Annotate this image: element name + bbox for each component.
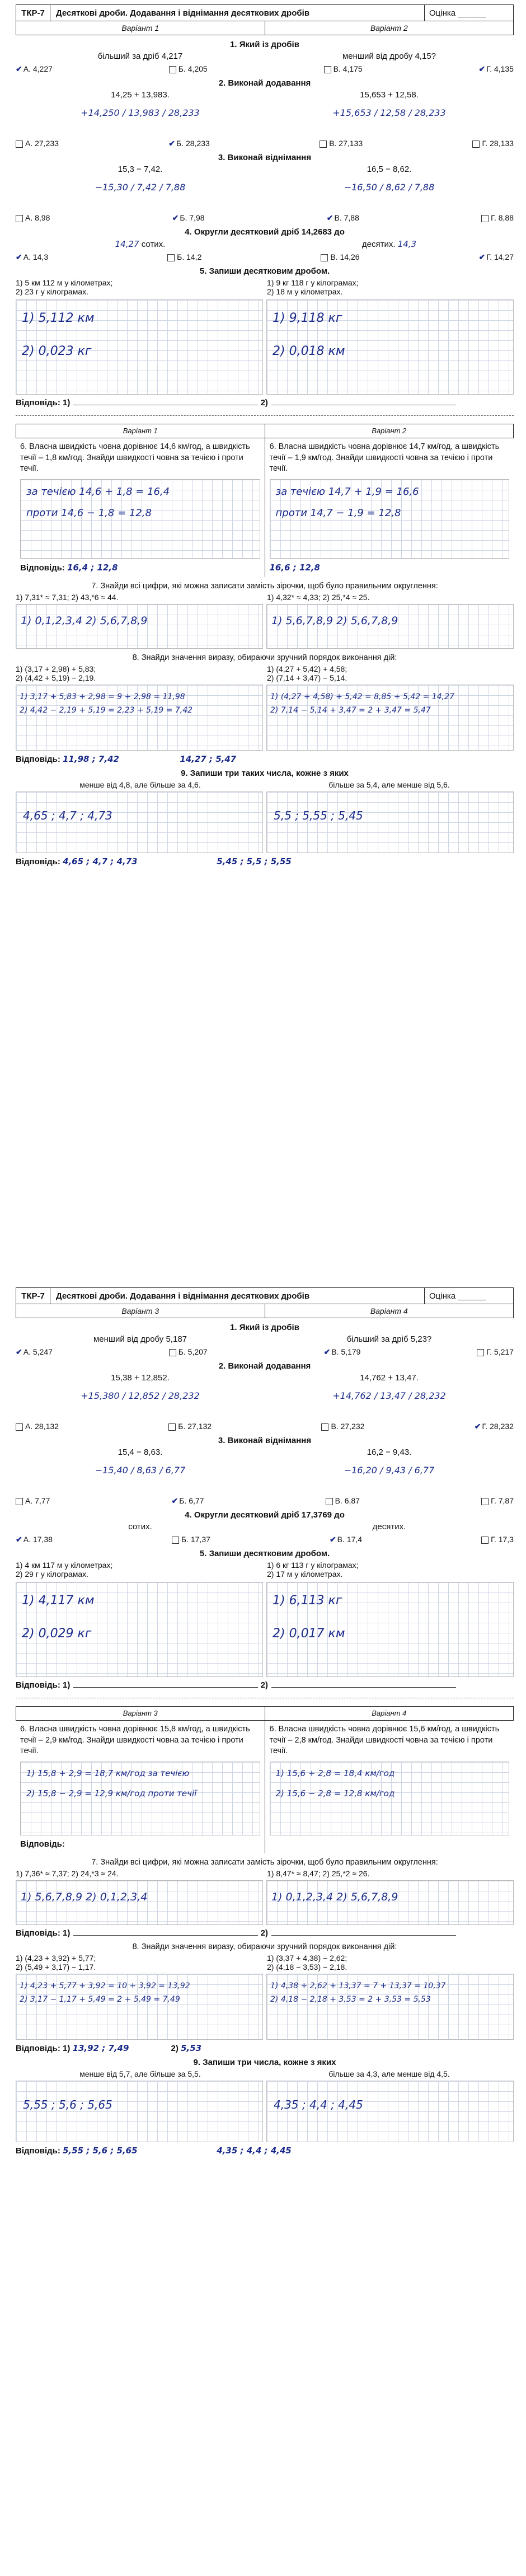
check-mark-icon: ✔ [326,213,334,222]
task-5-left-answer-1: 1) 4,117 км [22,1594,95,1608]
task-5-left-answer-2: 2) 0,023 кг [22,344,92,358]
checkbox-icon [16,1498,23,1505]
task-2-options [16,139,514,148]
task-1-left-question: більший за дріб 4,217 [97,51,183,61]
task-8-left-q1: 1) (4,23 + 3,92) + 5,77; [16,1953,96,1963]
option-b[interactable]: Б. 14,2 [167,252,201,262]
task-8-left-q1: 1) (3,17 + 2,98) + 5,83; [16,664,96,673]
task-5-left-q2: 2) 29 г у кілограмах. [16,1570,89,1579]
variants-bar [16,21,514,35]
task-5-left-grid [16,1582,263,1677]
check-mark-icon: ✔ [16,1535,22,1544]
task-5-right-q1: 1) 6 кг 113 г у кілограмах; [267,1561,359,1570]
task-2-right-work: +14,762 / 13,47 / 28,232 [332,1390,446,1401]
task-3-right-work: −16,20 / 9,43 / 6,77 [344,1465,435,1476]
task-5-answer: Відповідь: 1) 2) [16,1680,514,1690]
task-8-title: 8. Знайди значення виразу, обираючи зручний порядок виконання дій: [132,653,397,662]
task-3-title: 3. Виконай віднімання [218,1436,312,1445]
task-5-answer: Відповідь: 1) 2) [16,398,514,408]
task-4-options [16,252,514,262]
option-a[interactable]: ✔ А. 14,3 [16,252,49,261]
check-mark-icon: ✔ [16,252,22,261]
option-a[interactable]: ✔ А. 17,38 [16,1535,53,1544]
sheet-code: ТКР-7 [16,5,50,21]
task-6-right-text: 6. Власна швидкість човна дорівнює 14,7 км/год, а швидкість течії – 1,9 км/год. Знайди швидкості човна за течією і проти течії. [269,442,500,474]
task-5-right-grid [266,1582,514,1677]
option-a[interactable]: ✔ А. 4,227 [16,64,53,73]
task-3-left-question: 15,3 − 7,42. [118,165,163,174]
task-5-right-q1: 1) 9 кг 118 г у кілограмах; [267,278,359,287]
task-2-right-question: 14,762 + 13,47. [360,1373,419,1383]
task-6-right-work-1: за течією 14,7 + 1,9 = 16,6 [275,485,419,498]
task-8-title: 8. Знайди значення виразу, обираючи зручний порядок виконання дій: [132,1942,397,1951]
task-7-right-answer: 1) 5,6,7,8,9 2) 5,6,7,8,9 [266,604,514,649]
variant-right: Варіант 2 [372,427,407,435]
task-9-left-work: 5,55 ; 5,6 ; 5,65 [16,2081,263,2142]
task-8-right-answer-1: 1) (4,27 + 4,58) + 5,42 = 8,85 + 5,42 = 14,27 [270,692,454,701]
task-4-left-question: сотих. [128,1522,152,1531]
task-5-right-q2: 2) 18 м у кілометрах. [267,287,343,296]
option-a[interactable]: ✔ А. 5,247 [16,1347,53,1356]
option-d[interactable]: ✔ Г. 4,135 [478,64,514,73]
option-c[interactable]: В. 14,26 [321,252,359,262]
task-3-right-work: −16,50 / 8,62 / 7,88 [344,182,435,193]
task-3-left-work: −15,30 / 7,42 / 7,88 [95,182,186,193]
task-1-options [16,64,514,74]
grade-field[interactable]: Оцінка ______ [424,5,513,21]
variants-bar-2 [16,424,514,438]
checkbox-icon [321,254,328,261]
task-9-answer: Відповідь: 4,65 ; 4,7 ; 4,73 5,45 ; 5,5 ; 5,55 [16,856,292,867]
task-1-right-question: більший за дріб 5,23? [346,1334,432,1344]
task-2-title: 2. Виконай додавання [218,1361,311,1371]
task-6 [16,438,514,577]
task-9-right-question: більше за 5,4, але менше від 5,6. [328,780,450,789]
sheet-title: Десяткові дроби. Додавання і віднімання десяткових дробів [56,8,310,18]
checkbox-icon [481,215,489,222]
task-6-right-text: 6. Власна швидкість човна дорівнює 15,6 км/год, а швидкість течії – 2,8 км/год. Знайди швидкості човна за течією і проти течії. [269,1725,500,1756]
task-7-left-question: 1) 7,31* ≈ 7,31; 2) 43,*6 ≈ 44. [16,592,119,602]
variant-left: Варіант 1 [16,21,265,35]
grade-field[interactable]: Оцінка ______ [424,1288,513,1304]
check-mark-icon: ✔ [323,1347,331,1356]
task-9-answer: Відповідь: 5,55 ; 5,6 ; 5,65 4,35 ; 4,4 ; 4,45 [16,2145,292,2156]
task-2-title: 2. Виконай додавання [218,78,311,88]
option-d[interactable]: Г. 7,87 [481,1496,514,1506]
task-2-options [16,1422,514,1431]
task-6-right-work-2: 2) 15,6 − 2,8 = 12,8 км/год [275,1788,395,1798]
sheet-header [16,4,514,21]
task-3-options [16,213,514,223]
task-8-right-q1: 1) (4,27 + 5,42) + 4,58; [267,664,347,673]
option-c[interactable]: ✔ В. 7,88 [326,213,359,222]
option-a[interactable]: А. 28,132 [16,1422,59,1431]
option-a[interactable]: А. 7,77 [16,1496,50,1506]
task-9-right-question: більше за 4,3, але менше від 4,5. [328,2069,450,2078]
task-7-answer: Відповідь: 1) 2) [16,1928,514,1938]
option-c[interactable]: В. 4,175 [324,64,363,74]
variants-bar-2 [16,1706,514,1721]
option-c[interactable]: ✔ В. 5,179 [323,1347,361,1356]
checkbox-icon [481,1537,489,1544]
task-5-right-answer-1: 1) 9,118 кг [273,311,342,325]
task-6-right-grid [270,479,510,559]
option-d[interactable]: Г. 5,217 [477,1347,514,1357]
task-7-right-answer: 1) 0,1,2,3,4 2) 5,6,7,8,9 [266,1880,514,1925]
task-8-right-q2: 2) (7,14 + 3,47) − 5,14. [267,673,347,682]
checkbox-icon [326,1498,333,1505]
task-8-answer: Відповідь: 1) 13,92 ; 7,49 2) 5,53 [16,2043,202,2053]
task-5-left-grid [16,299,263,395]
option-b[interactable]: Б. 4,205 [169,64,208,74]
task-6-right-work-2: проти 14,7 − 1,9 = 12,8 [275,507,401,519]
task-5-right-q2: 2) 17 м у кілометрах. [267,1570,343,1579]
cut-line [16,415,514,416]
task-3-right-question: 16,5 − 8,62. [367,165,412,174]
task-8-left-q2: 2) (5,49 + 3,17) − 1,17. [16,1962,96,1971]
task-6-left-work-1: 1) 15,8 + 2,9 = 18,7 км/год за течією [26,1768,190,1778]
option-d[interactable]: ✔ Г. 28,232 [474,1422,514,1431]
task-9-left-question: менше від 5,7, але більше за 5,5. [79,2069,201,2078]
task-8-right-answer-1: 1) 4,38 + 2,62 + 13,37 = 7 + 13,37 = 10,37 [270,1981,446,1990]
option-d[interactable]: ✔ Г. 14,27 [478,252,514,261]
sheet-code: ТКР-7 [16,1288,50,1304]
checkbox-icon [321,1423,328,1431]
task-8-answer: Відповідь: 11,98 ; 7,42 14,27 ; 5,47 [16,753,237,764]
task-1-title: 1. Який із дробів [230,40,299,49]
task-8-left-answer-2: 2) 4,42 − 2,19 + 5,19 = 2,23 + 5,19 = 7,42 [20,705,193,715]
task-8-left-answer-2: 2) 3,17 − 1,17 + 5,49 = 2 + 5,49 = 7,49 [20,1994,180,2004]
task-8-right-grid [266,1974,514,2040]
checkbox-icon [324,66,331,73]
task-8-left-grid [16,685,263,751]
task-9-right-work: 4,35 ; 4,4 ; 4,45 [266,2081,514,2142]
checkbox-icon [172,1537,179,1544]
task-8-left-answer-1: 1) 3,17 + 5,83 + 2,98 = 9 + 2,98 = 11,98 [20,692,185,701]
task-7-title: 7. Знайди всі цифри, які можна записати замість зірочки, щоб було правильним округлення: [91,581,438,591]
task-6-left-work-2: проти 14,6 − 1,8 = 12,8 [26,507,152,519]
task-3-right-question: 16,2 − 9,43. [367,1448,412,1457]
task-7-left-answer: 1) 0,1,2,3,4 2) 5,6,7,8,9 [16,604,263,649]
check-mark-icon: ✔ [478,64,486,73]
task-6-left-grid [20,1762,260,1835]
task-2-left-work: +15,380 / 12,852 / 28,232 [81,1390,200,1401]
checkbox-icon [169,1349,176,1356]
task-7-left-question: 1) 7,36* ≈ 7,37; 2) 24,*3 ≈ 24. [16,1868,119,1878]
variant-left: Варіант 3 [16,1304,265,1318]
checkbox-icon [477,1349,484,1356]
task-5-title: 5. Запиши десятковим дробом. [199,1549,330,1558]
task-9-title: 9. Запиши три числа, кожне з яких [193,2057,336,2067]
task-4-title: 4. Округли десятковий дріб 14,2683 до [185,227,345,237]
option-d[interactable]: Г. 28,133 [472,139,513,148]
task-1-options [16,1347,514,1357]
checkbox-icon [320,140,327,148]
variant-right: Варіант 4 [372,1709,407,1717]
task-5-left-q1: 1) 4 км 117 м у кілометрах; [16,1561,113,1570]
task-9-right-work: 5,5 ; 5,55 ; 5,45 [266,791,514,853]
option-b[interactable]: Б. 27,132 [168,1422,212,1431]
variant-left: Варіант 1 [16,424,265,438]
task-5-title: 5. Запиши десятковим дробом. [199,266,330,276]
checkbox-icon [481,1498,489,1505]
task-1-left-question: менший від дробу 5,187 [93,1334,187,1344]
task-8-right-grid [266,685,514,751]
check-mark-icon: ✔ [16,64,22,73]
option-b[interactable]: Б. 5,207 [169,1347,208,1357]
task-8-right-answer-2: 2) 7,14 − 5,14 + 3,47 = 2 + 3,47 = 5,47 [270,705,431,715]
task-1-title: 1. Який із дробів [230,1323,299,1332]
option-c[interactable]: В. 27,232 [321,1422,364,1431]
task-6-right-grid [270,1762,510,1835]
task-5-right-answer-2: 2) 0,017 км [273,1627,345,1641]
task-8-right-q1: 1) (3,37 + 4,38) − 2,62; [267,1953,347,1963]
task-6-left-answer: Відповідь: 16,4 ; 12,8 [20,562,118,573]
check-mark-icon: ✔ [168,139,176,148]
check-mark-icon: ✔ [474,1422,481,1431]
task-2-left-question: 14,25 + 13,983. [111,90,170,100]
task-8-right-answer-2: 2) 4,18 − 2,18 + 3,53 = 2 + 3,53 = 5,53 [270,1994,431,2004]
option-b[interactable]: ✔ Б. 28,233 [168,139,210,148]
task-5-right-grid [266,299,514,395]
task-5-left-answer-1: 1) 5,112 км [22,311,95,325]
task-4-options [16,1535,514,1544]
task-8-left-grid [16,1974,263,2040]
check-mark-icon: ✔ [171,1496,179,1505]
option-b[interactable]: ✔ Б. 6,77 [171,1496,204,1505]
check-mark-icon: ✔ [172,213,179,222]
variant-right: Варіант 4 [370,1306,408,1315]
task-6-left-text: 6. Власна швидкість човна дорівнює 14,6 км/год, а швидкість течії – 1,8 км/год. Знайди швидкості човна за течією і проти течії. [20,442,250,474]
task-2-left-work: +14,250 / 13,983 / 28,233 [81,107,200,118]
task-2-left-question: 15,38 + 12,852. [111,1373,170,1383]
task-1-right-question: менший від дробу 4,15? [342,51,436,61]
task-5-right-answer-1: 1) 6,113 кг [273,1594,342,1608]
option-d[interactable]: Г. 8,88 [481,213,514,223]
checkbox-icon [472,140,480,148]
task-5-left-q1: 1) 5 км 112 м у кілометрах; [16,278,113,287]
task-6-right-work-1: 1) 15,6 + 2,8 = 18,4 км/год [275,1768,395,1778]
variant-right: Варіант 2 [370,24,408,32]
check-mark-icon: ✔ [478,252,486,261]
task-6-right-answer: 16,6 ; 12,8 [269,562,320,573]
task-6 [16,1721,514,1853]
task-3-left-work: −15,40 / 8,63 / 6,77 [95,1465,186,1476]
task-5-right-answer-2: 2) 0,018 км [273,344,345,358]
option-a[interactable]: А. 27,233 [16,139,59,148]
task-3-left-question: 15,4 − 8,63. [118,1448,163,1457]
option-a[interactable]: А. 8,98 [16,213,50,223]
task-8-right-q2: 2) (4,18 − 3,53) − 2,18. [267,1962,347,1971]
option-b[interactable]: Б. 17,37 [172,1535,210,1544]
option-c[interactable]: В. 27,133 [320,139,363,148]
option-c[interactable]: ✔ В. 17,4 [329,1535,363,1544]
task-4-left-question: 14,27 сотих. [115,239,166,249]
task-2-right-work: +15,653 / 12,58 / 28,233 [332,107,446,118]
task-9-title: 9. Запиши три таких числа, кожне з яких [181,768,349,778]
option-c[interactable]: В. 6,87 [326,1496,360,1506]
task-6-left-text: 6. Власна швидкість човна дорівнює 15,8 км/год, а швидкість течії – 2,9 км/год. Знайди швидкості човна за течією і проти течії. [20,1725,250,1756]
sheet-header [16,1287,514,1304]
task-7-right-question: 1) 8,47* ≈ 8,47; 2) 25,*2 ≈ 26. [267,1868,370,1878]
task-7-right-question: 1) 4,32* ≈ 4,33; 2) 25,*4 ≈ 25. [267,592,370,602]
task-9-left-work: 4,65 ; 4,7 ; 4,73 [16,791,263,853]
task-8-left-answer-1: 1) 4,23 + 5,77 + 3,92 = 10 + 3,92 = 13,92 [20,1981,190,1990]
option-d[interactable]: Г. 17,3 [481,1535,514,1544]
task-6-left-answer: Відповідь: [20,1839,65,1849]
task-4-title: 4. Округли десятковий дріб 17,3769 до [185,1510,345,1520]
task-5-left-answer-2: 2) 0,029 кг [22,1627,92,1641]
task-3-options [16,1496,514,1506]
task-5-left-q2: 2) 23 г у кілограмах. [16,287,89,296]
checkbox-icon [167,254,175,261]
sheet-2 [16,1287,514,2156]
option-b[interactable]: ✔ Б. 7,98 [172,213,205,222]
task-7-title: 7. Знайди всі цифри, які можна записати замість зірочки, щоб було правильним округлення: [91,1857,438,1867]
variants-bar [16,1304,514,1318]
sheet-title: Десяткові дроби. Додавання і віднімання десяткових дробів [56,1291,310,1301]
checkbox-icon [16,215,23,222]
task-2-right-question: 15,653 + 12,58. [360,90,419,100]
task-8-left-q2: 2) (4,42 + 5,19) − 2,19. [16,673,96,682]
task-6-left-grid [20,479,260,559]
sheet-1 [16,4,514,867]
check-mark-icon: ✔ [329,1535,336,1544]
task-4-right-question: десятих. 14,3 [361,239,417,249]
task-6-left-work-1: за течією 14,6 + 1,8 = 16,4 [26,485,170,498]
check-mark-icon: ✔ [16,1347,22,1356]
task-6-left-work-2: 2) 15,8 − 2,9 = 12,9 км/год проти течії [26,1788,197,1798]
task-3-title: 3. Виконай віднімання [218,153,312,162]
task-4-right-question: десятих. [372,1522,406,1531]
task-7-left-answer: 1) 5,6,7,8,9 2) 0,1,2,3,4 [16,1880,263,1925]
variant-left: Варіант 3 [16,1707,265,1720]
checkbox-icon [16,140,23,148]
checkbox-icon [169,66,176,73]
checkbox-icon [16,1423,23,1431]
task-9-left-question: менше від 4,8, але більше за 4,6. [79,780,201,789]
checkbox-icon [168,1423,176,1431]
